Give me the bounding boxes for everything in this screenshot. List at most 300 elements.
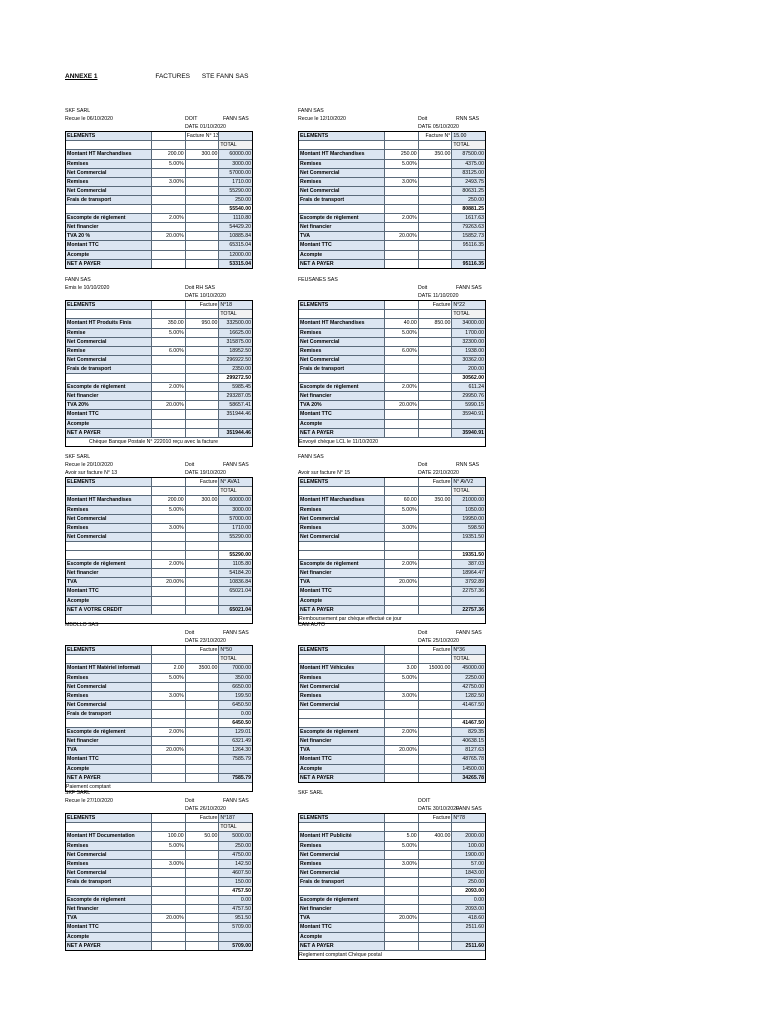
table-cell	[66, 887, 151, 895]
header-text: Recue le 06/10/2020	[65, 116, 113, 123]
table-row	[299, 559, 485, 568]
table-cell: Acompte	[66, 597, 151, 605]
table-cell: 4750.00	[218, 851, 252, 859]
header-text: FEUSANES SAS	[298, 277, 338, 283]
table-cell: TVA 20%	[299, 401, 384, 409]
table-row	[66, 532, 252, 541]
table-row	[299, 364, 485, 373]
table-cell: 53315.04	[218, 260, 252, 268]
table-cell: Net financier	[299, 392, 384, 400]
table-row	[299, 486, 485, 495]
table-cell: ELEMENTS	[66, 646, 151, 654]
table-cell	[418, 860, 452, 868]
table-cell: 142.50	[218, 860, 252, 868]
table-cell: TVA	[299, 578, 384, 586]
table-cell: 315875.00	[218, 338, 252, 346]
table-cell: 16625.00	[218, 329, 252, 337]
table-cell: 250.00	[384, 150, 418, 158]
table-cell: TVA	[66, 746, 151, 754]
table-row	[66, 605, 252, 614]
invoice-table	[65, 645, 253, 792]
table-cell: Remises	[66, 842, 151, 850]
header-text: Doit RH SAS	[185, 285, 215, 292]
table-cell	[384, 851, 418, 859]
table-row	[66, 814, 252, 822]
table-cell: 598.50	[451, 524, 485, 532]
header-text: Doit	[185, 630, 195, 637]
table-cell	[185, 515, 219, 523]
table-cell	[185, 542, 219, 550]
table-cell	[185, 169, 219, 177]
table-cell: 5709.00	[218, 923, 252, 931]
table-cell	[384, 606, 418, 614]
table-row	[66, 709, 252, 718]
invoice-header-line	[65, 123, 253, 131]
table-cell: 83125.00	[451, 169, 485, 177]
table-row	[299, 895, 485, 904]
table-cell: Net financier	[66, 569, 151, 577]
table-cell	[384, 420, 418, 428]
table-cell: Remise	[66, 329, 151, 337]
invoice-block	[298, 107, 486, 269]
table-cell	[151, 132, 185, 140]
table-cell	[384, 896, 418, 904]
table-cell: N°187	[218, 814, 252, 822]
table-cell: 54184.20	[218, 569, 252, 577]
table-cell	[151, 814, 185, 822]
table-cell	[151, 141, 185, 149]
table-cell: Net financier	[299, 737, 384, 745]
table-row	[299, 822, 485, 831]
table-cell	[418, 896, 452, 904]
table-row	[66, 364, 252, 373]
table-row	[66, 301, 252, 309]
table-cell	[151, 896, 185, 904]
table-cell: Escompte de règlement	[299, 383, 384, 391]
table-cell	[185, 683, 219, 691]
table-cell	[185, 765, 219, 773]
table-cell: 200.00	[451, 365, 485, 373]
table-cell: NET A VOTRE CREDIT	[66, 606, 151, 614]
table-row	[299, 309, 485, 318]
table-cell	[418, 429, 452, 437]
table-cell: Remises	[66, 860, 151, 868]
table-cell: Facture	[418, 478, 452, 486]
table-cell	[151, 251, 185, 259]
table-cell: Remises	[66, 178, 151, 186]
table-cell	[151, 905, 185, 913]
table-cell: 6321.49	[218, 737, 252, 745]
table-cell: 3.00%	[384, 178, 418, 186]
table-cell	[418, 692, 452, 700]
table-cell	[151, 533, 185, 541]
header-text: Doit	[418, 116, 428, 123]
table-cell: Facture N° 13	[186, 133, 219, 140]
table-cell: 3.00%	[151, 860, 185, 868]
table-cell: Montant TTC	[66, 755, 151, 763]
table-cell: 2.00%	[384, 383, 418, 391]
table-cell	[218, 542, 252, 550]
table-row	[299, 736, 485, 745]
table-cell: Remises	[299, 674, 384, 682]
table-cell: Montant HT Marchandises	[299, 150, 384, 158]
table-row	[299, 505, 485, 514]
table-cell: Facture	[185, 814, 219, 822]
table-cell: 95116.35	[451, 241, 485, 249]
table-row	[299, 355, 485, 364]
table-cell: 1110.80	[218, 214, 252, 222]
table-row	[299, 596, 485, 605]
table-cell: Escompte de règlement	[299, 560, 384, 568]
table-cell	[384, 933, 418, 941]
table-row	[66, 877, 252, 886]
table-cell: 1900.00	[451, 851, 485, 859]
table-cell: 2093.00	[451, 905, 485, 913]
header-text: MBOLLO SAS	[65, 622, 99, 628]
table-cell	[151, 356, 185, 364]
table-cell	[418, 774, 452, 782]
invoice-header-line	[65, 284, 253, 292]
table-cell: Montant TTC	[66, 587, 151, 595]
table-row	[66, 259, 252, 268]
table-cell	[451, 597, 485, 605]
table-cell: NET A PAYER	[66, 260, 151, 268]
table-cell: 58657.41	[218, 401, 252, 409]
table-row	[66, 514, 252, 523]
table-row	[66, 568, 252, 577]
table-cell	[66, 542, 151, 550]
table-cell: N°50	[218, 646, 252, 654]
table-row	[66, 831, 252, 840]
table-cell: Remises	[299, 842, 384, 850]
table-cell: 30362.00	[451, 356, 485, 364]
table-cell	[451, 823, 485, 831]
table-cell: Net Commercial	[299, 869, 384, 877]
table-cell: Escompte de règlement	[66, 214, 151, 222]
table-cell	[151, 933, 185, 941]
table-cell	[185, 710, 219, 718]
table-cell: 8127.63	[451, 746, 485, 754]
table-cell	[151, 655, 185, 663]
table-cell	[418, 887, 452, 895]
table-cell	[451, 251, 485, 259]
table-cell: ELEMENTS	[66, 132, 151, 140]
header-text: DATE 10/10/2020	[185, 293, 226, 300]
table-cell: 5.00%	[384, 674, 418, 682]
table-cell	[418, 251, 452, 259]
invoice-header-line	[298, 805, 486, 813]
table-cell	[299, 374, 384, 382]
table-row	[299, 932, 485, 941]
table-row	[66, 523, 252, 532]
table-cell: 32300.00	[451, 338, 485, 346]
table-cell: 5.00	[384, 832, 418, 840]
table-cell	[185, 869, 219, 877]
table-cell	[418, 205, 452, 213]
table-cell	[418, 542, 452, 550]
table-cell	[151, 223, 185, 231]
table-row	[66, 596, 252, 605]
table-row	[66, 428, 252, 437]
table-cell: Acompte	[299, 933, 384, 941]
table-cell: Facture	[418, 301, 452, 309]
table-cell	[418, 310, 452, 318]
table-cell	[151, 569, 185, 577]
table-cell	[151, 338, 185, 346]
invoice-table	[65, 131, 253, 268]
table-cell: 5.00%	[384, 842, 418, 850]
table-row	[66, 213, 252, 222]
table-cell	[418, 506, 452, 514]
table-row	[299, 941, 485, 950]
table-cell	[151, 878, 185, 886]
table-cell	[299, 487, 384, 495]
table-cell: 300.00	[185, 496, 219, 504]
invoice-block	[298, 789, 486, 960]
table-cell: Remises	[66, 692, 151, 700]
table-cell	[185, 410, 219, 418]
table-cell	[418, 710, 452, 718]
table-row	[66, 231, 252, 240]
table-cell	[384, 814, 418, 822]
table-cell: 332500.00	[218, 319, 252, 327]
header-text: RNN SAS	[456, 462, 480, 469]
table-cell: 2.00%	[151, 560, 185, 568]
table-cell	[218, 132, 252, 140]
table-cell: Net financier	[299, 223, 384, 231]
table-cell	[151, 187, 185, 195]
invoice-table	[298, 477, 486, 624]
table-cell	[418, 933, 452, 941]
table-cell	[151, 719, 185, 727]
table-cell	[418, 655, 452, 663]
table-cell: 7000.00	[218, 664, 252, 672]
table-cell: 5.00%	[151, 329, 185, 337]
table-cell: 2.00%	[384, 560, 418, 568]
table-cell	[151, 710, 185, 718]
table-cell: 1710.00	[218, 178, 252, 186]
table-cell: 22757.36	[451, 587, 485, 595]
table-row	[66, 941, 252, 950]
table-cell: Frais de transport	[66, 878, 151, 886]
table-cell: 2000.00	[451, 832, 485, 840]
table-cell	[418, 365, 452, 373]
table-cell: 1617.63	[451, 214, 485, 222]
table-cell: Frais de transport	[299, 878, 384, 886]
table-cell	[151, 478, 185, 486]
table-cell: 60000.00	[218, 150, 252, 158]
table-cell	[185, 487, 219, 495]
table-cell	[185, 737, 219, 745]
table-cell: Montant HT Véhicules	[299, 664, 384, 672]
table-cell	[218, 933, 252, 941]
table-cell: Remises	[299, 506, 384, 514]
table-cell	[185, 365, 219, 373]
table-cell: 3.00	[384, 664, 418, 672]
table-cell: TVA	[66, 578, 151, 586]
table-cell: TVA 20%	[66, 401, 151, 409]
table-cell: Net financier	[299, 569, 384, 577]
table-cell	[185, 551, 219, 559]
table-cell	[151, 365, 185, 373]
table-row	[299, 346, 485, 355]
table-cell	[384, 683, 418, 691]
table-cell: NET A PAYER	[299, 774, 384, 782]
table-cell: 19351.50	[451, 533, 485, 541]
table-cell: Facture	[185, 478, 219, 486]
table-row	[66, 250, 252, 259]
table-cell: 20.00%	[384, 914, 418, 922]
table-cell	[185, 141, 219, 149]
table-cell: N° AVA1	[218, 478, 252, 486]
table-cell	[384, 701, 418, 709]
table-cell	[418, 524, 452, 532]
table-cell: Montant TTC	[66, 923, 151, 931]
table-cell: 55290.00	[218, 533, 252, 541]
table-cell: 350.00	[418, 150, 452, 158]
table-cell	[151, 869, 185, 877]
table-cell	[451, 542, 485, 550]
table-cell: TOTAL	[218, 823, 252, 831]
table-cell: Acompte	[66, 933, 151, 941]
table-row	[66, 691, 252, 700]
table-cell: 34000.00	[451, 319, 485, 327]
table-cell: 1105.80	[218, 560, 252, 568]
table-row	[299, 841, 485, 850]
table-cell	[185, 260, 219, 268]
table-cell: TVA	[299, 914, 384, 922]
invoice-header-line	[298, 453, 486, 461]
table-cell	[66, 551, 151, 559]
table-row	[66, 373, 252, 382]
table-row	[299, 177, 485, 186]
table-cell: 60000.00	[218, 496, 252, 504]
table-cell	[151, 851, 185, 859]
table-cell	[418, 392, 452, 400]
table-row	[299, 646, 485, 654]
table-cell: 10836.84	[218, 578, 252, 586]
table-row	[299, 140, 485, 149]
table-cell: Net Commercial	[299, 683, 384, 691]
table-cell	[418, 533, 452, 541]
table-cell: TOTAL	[218, 310, 252, 318]
table-cell: 6450.50	[218, 719, 252, 727]
table-cell	[185, 597, 219, 605]
table-cell: 1050.00	[451, 506, 485, 514]
table-cell: 1938.00	[451, 347, 485, 355]
table-row	[299, 159, 485, 168]
table-cell: 65021.04	[218, 606, 252, 614]
header-text: Doit	[185, 798, 195, 805]
invoice-header-line	[298, 797, 486, 805]
table-cell: 100.00	[451, 842, 485, 850]
table-cell: 299272.50	[218, 374, 252, 382]
table-cell	[384, 392, 418, 400]
table-cell: 5985.45	[218, 383, 252, 391]
table-row	[299, 419, 485, 428]
table-cell	[151, 429, 185, 437]
table-row	[66, 559, 252, 568]
table-cell: Remises	[299, 160, 384, 168]
table-cell	[66, 823, 151, 831]
invoice-block	[65, 453, 253, 624]
table-cell	[384, 187, 418, 195]
header-text: Recue le 12/10/2020	[298, 116, 346, 123]
table-cell: Acompte	[66, 765, 151, 773]
table-cell	[151, 310, 185, 318]
invoice-header-line	[298, 284, 486, 292]
table-cell: 95116.35	[451, 260, 485, 268]
table-cell: 4757.50	[218, 905, 252, 913]
table-cell	[418, 241, 452, 249]
table-cell	[418, 569, 452, 577]
table-cell: 40638.15	[451, 737, 485, 745]
table-row	[66, 745, 252, 754]
table-cell: Acompte	[299, 765, 384, 773]
table-row	[66, 204, 252, 213]
table-cell	[185, 347, 219, 355]
company-name: STE FANN SAS	[201, 73, 249, 80]
table-cell: 350.00	[218, 674, 252, 682]
table-row	[66, 754, 252, 763]
header-text: DATE 19/10/2020	[185, 470, 226, 477]
table-cell: 3.00%	[384, 524, 418, 532]
table-row	[66, 895, 252, 904]
table-row	[299, 586, 485, 595]
table-cell: Facture N°	[418, 132, 452, 140]
table-row	[66, 663, 252, 672]
table-cell: 5.00%	[151, 506, 185, 514]
table-row	[299, 859, 485, 868]
invoice-header-line	[298, 461, 486, 469]
table-cell: Net Commercial	[299, 187, 384, 195]
table-cell	[384, 942, 418, 950]
invoice-block	[65, 107, 253, 269]
table-cell: 20.00%	[384, 232, 418, 240]
invoice-table	[65, 477, 253, 624]
table-cell: 5990.15	[451, 401, 485, 409]
header-text: FANN SAS	[223, 116, 249, 123]
invoice-header-line	[65, 292, 253, 300]
table-cell	[185, 401, 219, 409]
table-cell: NET A PAYER	[299, 942, 384, 950]
table-cell: 2.00%	[151, 383, 185, 391]
table-cell	[151, 241, 185, 249]
table-cell	[66, 719, 151, 727]
table-cell: 57.00	[451, 860, 485, 868]
header-text: CAM AUTO	[298, 622, 325, 628]
table-row	[66, 868, 252, 877]
table-cell: Remises	[299, 860, 384, 868]
table-cell: 35940.91	[451, 410, 485, 418]
table-row	[299, 550, 485, 559]
table-row	[299, 301, 485, 309]
table-cell: 55540.00	[218, 205, 252, 213]
table-cell: NET A PAYER	[66, 774, 151, 782]
table-cell: 3.00%	[151, 692, 185, 700]
table-cell	[185, 701, 219, 709]
table-cell	[299, 655, 384, 663]
table-row	[66, 736, 252, 745]
table-row	[299, 382, 485, 391]
table-cell: Net financier	[66, 392, 151, 400]
table-cell: 2.00%	[151, 728, 185, 736]
table-cell: Net Commercial	[299, 169, 384, 177]
table-cell	[384, 301, 418, 309]
table-cell: Net Commercial	[299, 338, 384, 346]
table-cell: ELEMENTS	[66, 478, 151, 486]
table-cell: 5.00%	[384, 160, 418, 168]
